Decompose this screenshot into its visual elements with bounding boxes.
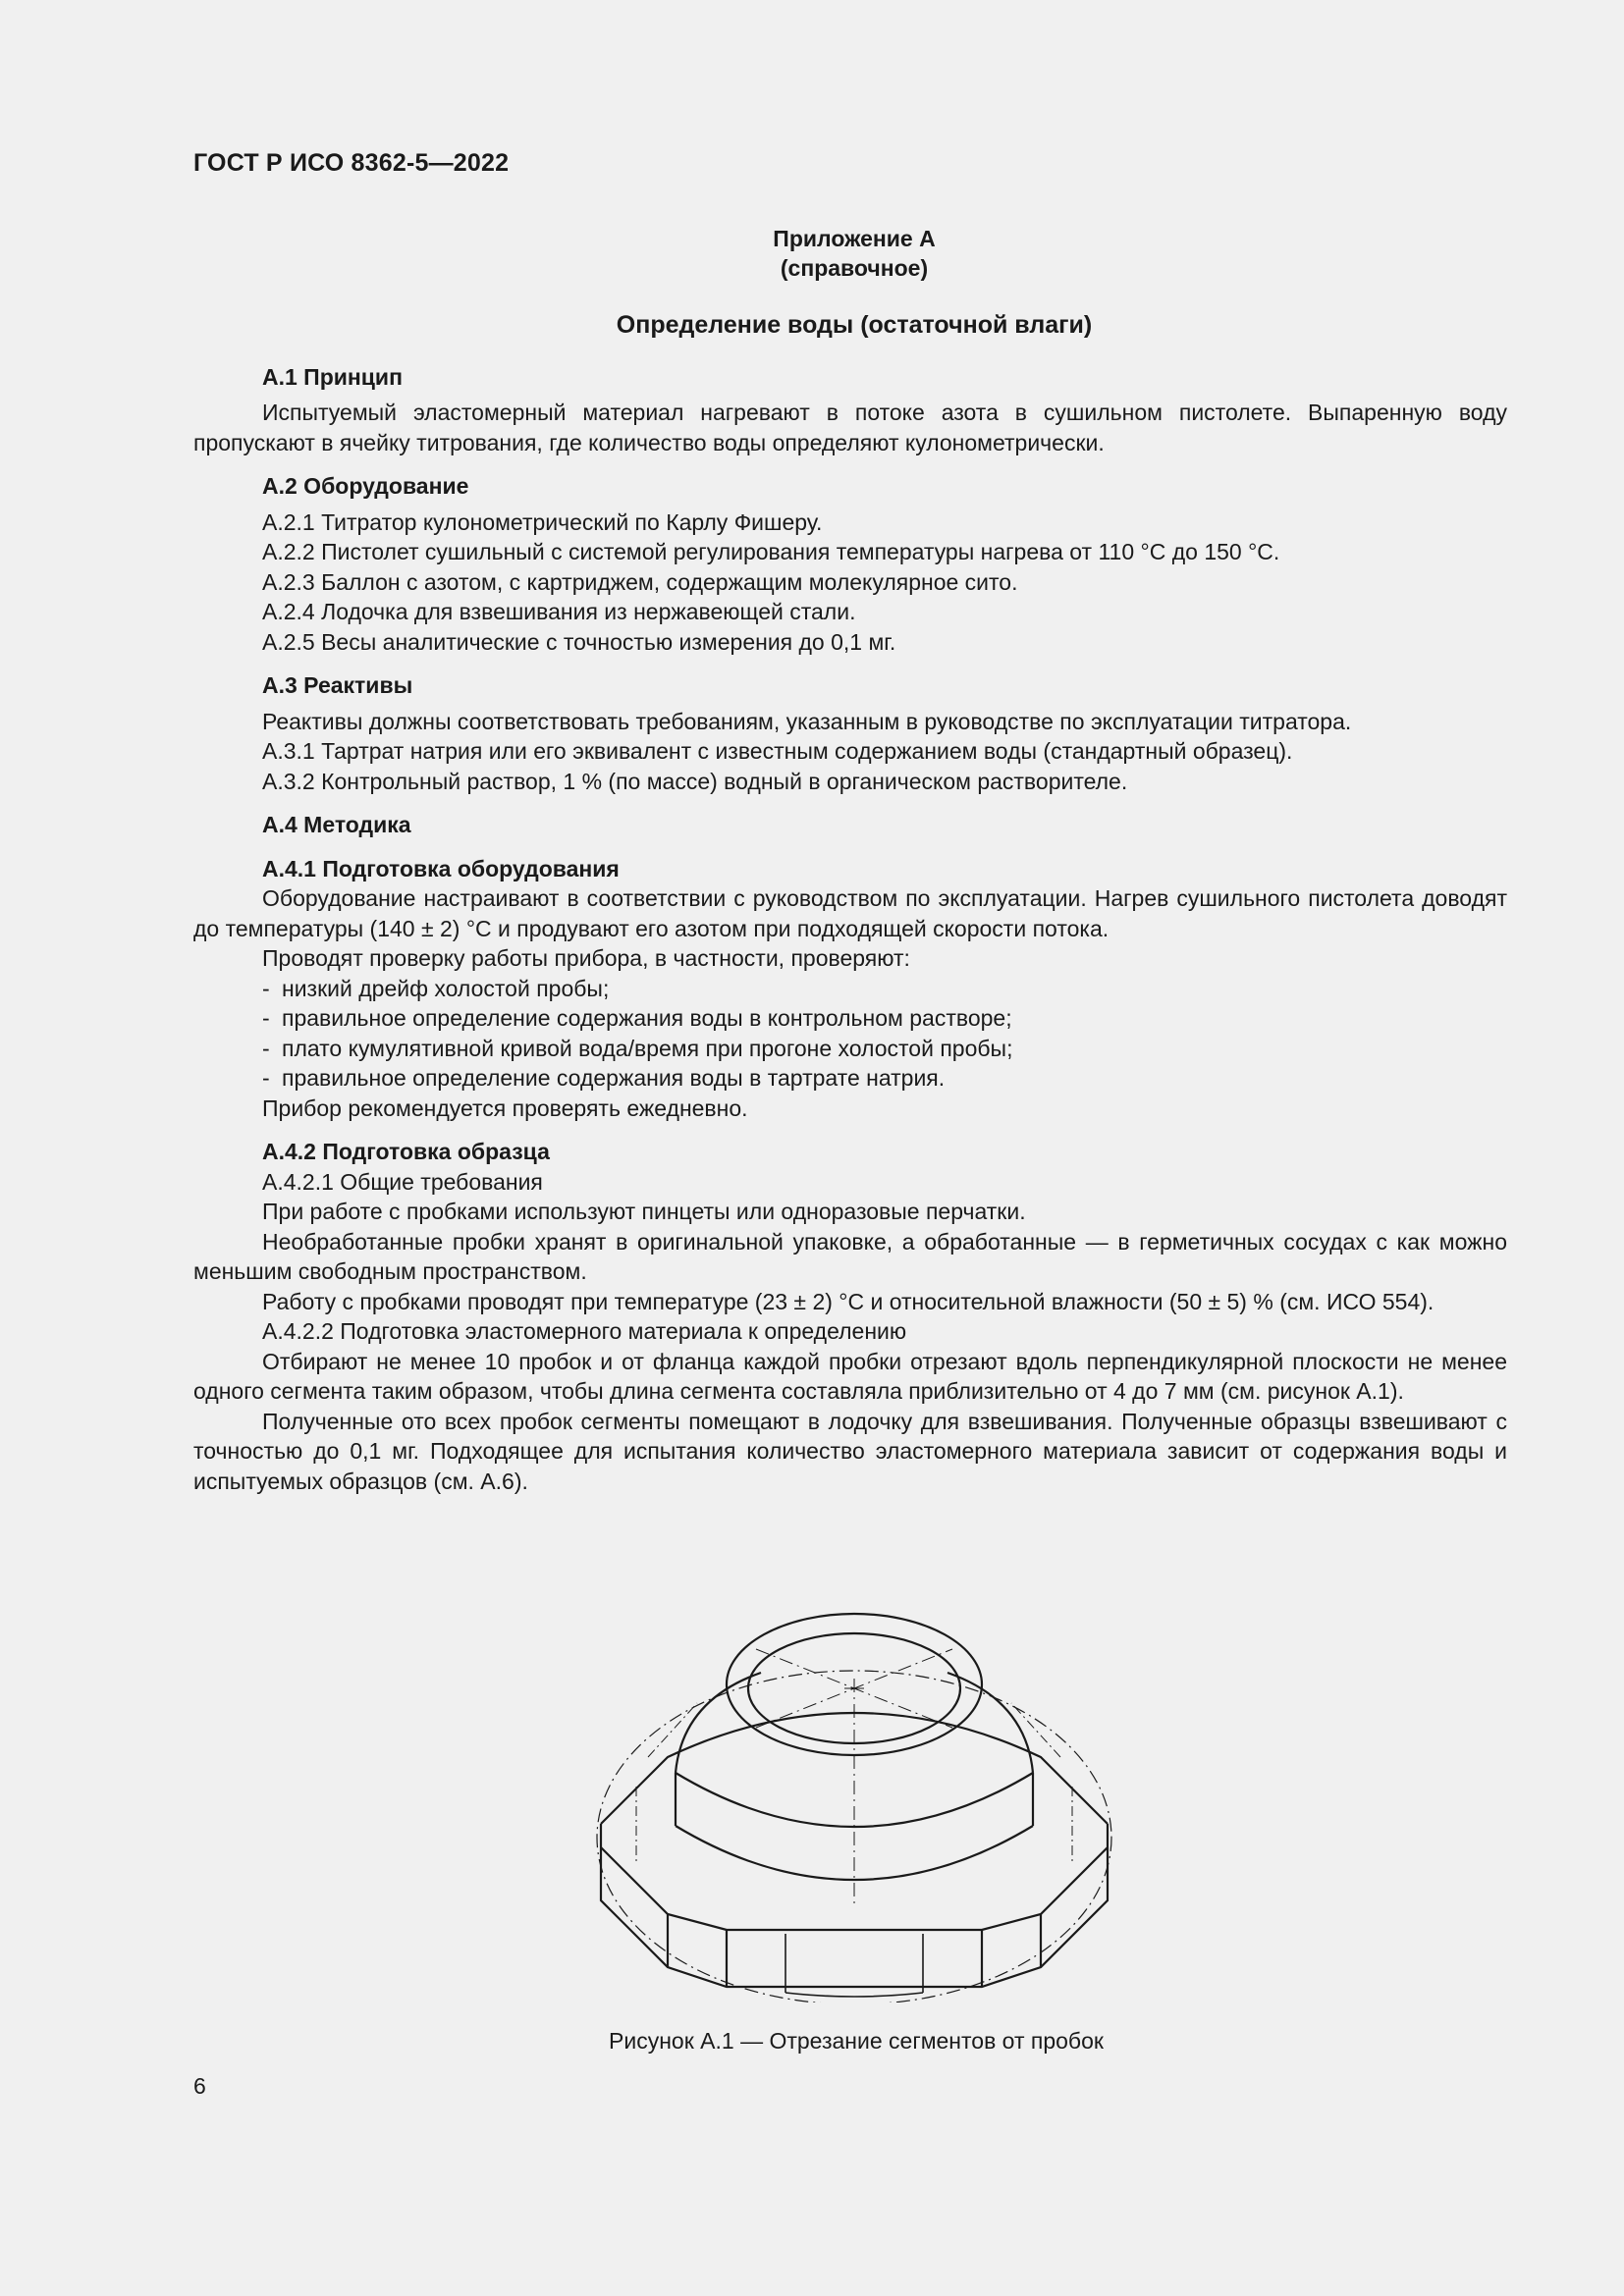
equipment-item: А.2.4 Лодочка для взвешивания из нержавеющей стали. [262, 599, 856, 624]
check-list-item [193, 1003, 1507, 1034]
equipment-item: А.2.5 Весы аналитические с точностью измерения до 0,1 мг. [262, 628, 896, 655]
reagent-item: Реактивы должны соответствовать требованиям, указанным в руководстве по эксплуатации титратора. [262, 708, 1352, 734]
list-dash: - [262, 1035, 270, 1061]
section-a41-para: Проводят проверку работы прибора, в частности, проверяют: [262, 945, 910, 971]
section-a42-heading: А.4.2 Подготовка образца [262, 1139, 550, 1164]
section-a41-para: Прибор рекомендуется проверять ежедневно. [262, 1095, 748, 1121]
section-a1-text: Испытуемый эластомерный материал нагревают в потоке азота в сушильном пистолете. Выпаренную воду пропускают в ячейку титрования, где количество воды определяют кулонометрически. [193, 400, 1507, 455]
list-dash: - [262, 1065, 270, 1091]
subsection-a421-heading: А.4.2.1 Общие требования [262, 1168, 543, 1195]
section-a42-para: Работу с пробками проводят при температуре (23 ± 2) °С и относительной влажности (50 ± 5) % (см. ИСО 554). [262, 1288, 1435, 1314]
section-a4-heading: А.4 Методика [262, 812, 411, 837]
reagent-item: А.3.1 Тартрат натрия или его эквивалент с известным содержанием воды (стандартный образец). [262, 738, 1293, 764]
check-list-text: низкий дрейф холостой пробы; [282, 975, 610, 1001]
figure-caption: Рисунок А.1 — Отрезание сегментов от пробок [609, 2028, 1104, 2054]
annex-label: Приложение А [773, 226, 936, 251]
check-list-text: плато кумулятивной кривой вода/время при прогоне холостой пробы; [282, 1035, 1013, 1061]
section-a42-para: Полученные ото всех пробок сегменты помещают в лодочку для взвешивания. Полученные образцы взвешивают с точностью до 0,1 мг. Подходящее для испытания количество эластомерного материала зависит от содержания воды и испытуемых образцов (см. А.6). [193, 1408, 1507, 1494]
check-list-item [193, 1063, 1507, 1094]
section-a3-heading: А.3 Реактивы [262, 672, 413, 698]
check-list-text: правильное определение содержания воды в тартрате натрия. [282, 1065, 946, 1091]
list-dash: - [262, 975, 270, 1001]
check-list-item [193, 1034, 1507, 1064]
reagent-item: А.3.2 Контрольный раствор, 1 % (по массе) водный в органическом растворителе. [262, 768, 1128, 794]
section-a1-heading: А.1 Принцип [262, 363, 403, 390]
equipment-item: А.2.1 Титратор кулонометрический по Карлу Фишеру. [262, 508, 823, 535]
equipment-item: А.2.3 Баллон с азотом, с картриджем, содержащим молекулярное сито. [262, 568, 1018, 595]
equipment-item: А.2.2 Пистолет сушильный с системой регулирования температуры нагрева от 110 °С до 150 °С. [262, 539, 1280, 564]
document-code-header: ГОСТ Р ИСО 8362-5—2022 [193, 149, 510, 177]
section-a42-para: Отбирают не менее 10 пробок и от фланца каждой пробки отрезают вдоль перпендикулярной плоскости не менее одного сегмента таким образом, чтобы длина сегмента составляла приблизительно от 4 до 7 мм (см. рисунок А.1). [193, 1348, 1507, 1404]
section-a2-heading: А.2 Оборудование [262, 473, 469, 499]
check-list-text: правильное определение содержания воды в контрольном растворе; [282, 1005, 1012, 1031]
figure-stopper-drawing [589, 1610, 1119, 2002]
page-number: 6 [193, 2073, 206, 2099]
section-a42-para: Необработанные пробки хранят в оригинальной упаковке, а обработанные — в герметичных сосудах с как можно меньшим свободным пространством. [193, 1228, 1507, 1284]
stopper-segment-illustration [589, 1610, 1119, 2002]
section-a41-para: Оборудование настраивают в соответствии с руководством по эксплуатации. Нагрев сушильного пистолета доводят до температуры (140 ± 2) °С и продувают его азотом при подходящей скорости потока. [193, 885, 1507, 941]
section-a42-para: При работе с пробками используют пинцеты или одноразовые перчатки. [262, 1199, 1026, 1224]
annex-title: Определение воды (остаточной влаги) [616, 311, 1093, 339]
annex-status: (справочное) [780, 255, 929, 281]
list-dash: - [262, 1005, 270, 1031]
section-a41-heading: А.4.1 Подготовка оборудования [262, 855, 620, 881]
document-body [193, 224, 1507, 1496]
check-list-item [193, 974, 1507, 1004]
subsection-a422-heading: А.4.2.2 Подготовка эластомерного материала к определению [262, 1318, 907, 1344]
